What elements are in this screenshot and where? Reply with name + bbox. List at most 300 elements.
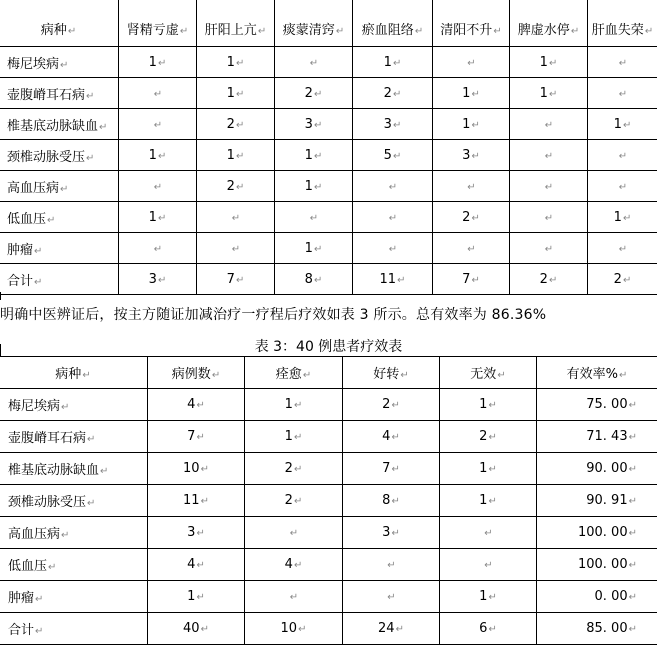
row-label-text: 低血压 <box>7 212 46 227</box>
table-cell <box>353 140 433 171</box>
paragraph-mark-icon: ↵ <box>290 528 298 539</box>
column-header <box>510 0 588 47</box>
paragraph-mark-icon: ↵ <box>196 432 204 443</box>
paragraph-mark-icon: ↵ <box>645 26 653 37</box>
table-cell <box>440 581 537 613</box>
paragraph-mark-icon: ↵ <box>87 498 95 509</box>
row-label <box>0 140 119 171</box>
paragraph-mark-icon: ↵ <box>629 432 637 443</box>
table-row <box>0 485 657 517</box>
column-header-text: 痊愈 <box>276 367 302 382</box>
table-row <box>0 581 657 613</box>
table-cell <box>353 264 433 295</box>
paragraph-mark-icon: ↵ <box>61 530 69 541</box>
table-cell <box>440 613 537 645</box>
table-cell <box>148 453 245 485</box>
table-cell-text: 7 <box>462 272 470 287</box>
paragraph-mark-icon: ↵ <box>389 244 397 255</box>
table-cell <box>148 517 245 549</box>
row-label <box>0 581 148 613</box>
paragraph-mark-icon: ↵ <box>236 120 244 131</box>
table-cell-text: 1 <box>614 210 622 225</box>
column-header <box>0 357 148 389</box>
row-label <box>0 517 148 549</box>
table-cell-text: 1 <box>384 55 392 70</box>
paragraph-mark-icon: ↵ <box>629 624 637 635</box>
paragraph-mark-icon: ↵ <box>471 275 479 286</box>
table-cell-text: 0. 00 <box>595 589 628 604</box>
paragraph-mark-icon: ↵ <box>154 89 162 100</box>
table-cell <box>148 421 245 453</box>
table-cell-text: 2 <box>382 397 390 412</box>
table-cell-text: 2 <box>614 272 622 287</box>
table-cell-text: 1 <box>305 148 313 163</box>
table-cell-text: 1 <box>285 429 293 444</box>
column-header-text: 有效率% <box>567 367 618 382</box>
paragraph-mark-icon: ↵ <box>154 244 162 255</box>
paragraph-mark-icon: ↵ <box>158 151 166 162</box>
paragraph-mark-icon: ↵ <box>391 400 399 411</box>
table-cell <box>275 47 353 78</box>
paragraph-mark-icon: ↵ <box>619 182 627 193</box>
table-cell <box>440 549 537 581</box>
paragraph-mark-icon: ↵ <box>623 275 631 286</box>
paragraph-mark-icon: ↵ <box>34 246 42 257</box>
paragraph-mark-icon: ↵ <box>314 244 322 255</box>
table-cell <box>275 78 353 109</box>
table-row <box>0 140 657 171</box>
column-header <box>433 0 510 47</box>
column-header <box>245 357 343 389</box>
table-cell <box>343 517 440 549</box>
column-header <box>440 357 537 389</box>
page-margin-mark <box>0 292 1 300</box>
table-cell-text: 1 <box>462 117 470 132</box>
row-label-text: 合计 <box>7 274 33 289</box>
paragraph-mark-icon: ↵ <box>571 26 579 37</box>
paragraph-mark-icon: ↵ <box>629 496 637 507</box>
table-cell <box>275 202 353 233</box>
table-cell <box>588 78 657 109</box>
paragraph-mark-icon: ↵ <box>400 370 408 381</box>
paragraph-mark-icon: ↵ <box>619 244 627 255</box>
row-label <box>0 421 148 453</box>
table-cell <box>588 140 657 171</box>
table-cell <box>245 485 343 517</box>
table-cell-text: 4 <box>187 397 195 412</box>
paragraph-mark-icon: ↵ <box>294 432 302 443</box>
paragraph-mark-icon: ↵ <box>471 120 479 131</box>
row-label-text: 壶腹嵴耳石病 <box>8 431 86 446</box>
table-cell-text: 2 <box>384 86 392 101</box>
paragraph-mark-icon: ↵ <box>619 370 627 381</box>
table-cell-text: 2 <box>540 272 548 287</box>
paragraph-mark-icon: ↵ <box>196 560 204 571</box>
paragraph-mark-icon: ↵ <box>467 244 475 255</box>
table-cell-text: 2 <box>285 461 293 476</box>
paragraph-mark-icon: ↵ <box>60 60 68 71</box>
paragraph-mark-icon: ↵ <box>86 153 94 164</box>
paragraph-mark-icon: ↵ <box>201 624 209 635</box>
table-cell-text: 11 <box>183 493 200 508</box>
table-cell <box>197 171 275 202</box>
row-label <box>0 109 119 140</box>
table-cell-text: 1 <box>479 589 487 604</box>
table-cell <box>343 549 440 581</box>
paragraph-mark-icon: ↵ <box>471 89 479 100</box>
paragraph-mark-icon: ↵ <box>158 275 166 286</box>
paragraph-mark-icon: ↵ <box>397 275 405 286</box>
paragraph-mark-icon: ↵ <box>294 400 302 411</box>
column-header <box>343 357 440 389</box>
table-cell-text: 75. 00 <box>586 397 627 412</box>
table-row <box>0 549 657 581</box>
paragraph-mark-icon: ↵ <box>488 592 496 603</box>
paragraph-mark-icon: ↵ <box>391 432 399 443</box>
table-cell-text: 1 <box>479 493 487 508</box>
paragraph-mark-icon: ↵ <box>629 400 637 411</box>
table-cell <box>245 517 343 549</box>
paragraph-mark-icon: ↵ <box>488 464 496 475</box>
table-cell <box>343 581 440 613</box>
paragraph-mark-icon: ↵ <box>158 58 166 69</box>
table-cell <box>343 613 440 645</box>
paragraph-mark-icon: ↵ <box>196 400 204 411</box>
result-paragraph: 明确中医辨证后，按主方随证加减治疗一疗程后疗效如表 3 所示。总有效率为 86.36% <box>0 304 657 324</box>
paragraph-mark-icon: ↵ <box>303 370 311 381</box>
paragraph-mark-icon: ↵ <box>294 560 302 571</box>
paragraph-mark-icon: ↵ <box>314 275 322 286</box>
paragraph-mark-icon: ↵ <box>629 592 637 603</box>
table-cell <box>197 140 275 171</box>
table-cell <box>245 549 343 581</box>
row-label-text: 颈椎动脉受压 <box>7 150 85 165</box>
row-label-text: 梅尼埃病 <box>8 399 60 414</box>
table-cell <box>353 47 433 78</box>
table-cell <box>148 549 245 581</box>
paragraph-mark-icon: ↵ <box>35 594 43 605</box>
row-label-text: 梅尼埃病 <box>7 57 59 72</box>
table-cell <box>245 613 343 645</box>
column-header <box>197 0 275 47</box>
table-cell <box>537 581 657 613</box>
row-label <box>0 453 148 485</box>
row-label <box>0 47 119 78</box>
table-cell <box>353 109 433 140</box>
table-cell <box>510 264 588 295</box>
paragraph-mark-icon: ↵ <box>488 496 496 507</box>
paragraph-mark-icon: ↵ <box>488 624 496 635</box>
paragraph-mark-icon: ↵ <box>48 562 56 573</box>
column-header <box>275 0 353 47</box>
paragraph-mark-icon: ↵ <box>471 213 479 224</box>
paragraph-mark-icon: ↵ <box>619 58 627 69</box>
column-header-text: 脾虚水停 <box>518 23 570 38</box>
paragraph-mark-icon: ↵ <box>68 26 76 37</box>
table-cell-text: 1 <box>540 55 548 70</box>
table-cell-text: 4 <box>187 557 195 572</box>
row-label-text: 肿瘤 <box>8 591 34 606</box>
paragraph-mark-icon: ↵ <box>336 26 344 37</box>
paragraph-mark-icon: ↵ <box>314 120 322 131</box>
table-cell <box>537 485 657 517</box>
table-cell <box>275 140 353 171</box>
paragraph-mark-icon: ↵ <box>387 592 395 603</box>
paragraph-mark-icon: ↵ <box>258 26 266 37</box>
paragraph-mark-icon: ↵ <box>396 624 404 635</box>
column-header-text: 瘀血阻络 <box>362 23 414 38</box>
paragraph-mark-icon: ↵ <box>100 466 108 477</box>
paragraph-mark-icon: ↵ <box>549 275 557 286</box>
table-cell-text: 1 <box>479 461 487 476</box>
table-cell <box>197 233 275 264</box>
row-label-text: 高血压病 <box>8 527 60 542</box>
paragraph-mark-icon: ↵ <box>545 244 553 255</box>
table-cell <box>433 109 510 140</box>
column-header <box>119 0 197 47</box>
table-cell-text: 4 <box>285 557 293 572</box>
table-cell <box>433 264 510 295</box>
paragraph-mark-icon: ↵ <box>236 275 244 286</box>
table-cell <box>148 581 245 613</box>
syndrome-distribution-table <box>0 0 657 295</box>
paragraph-mark-icon: ↵ <box>236 151 244 162</box>
efficacy-table <box>0 356 657 645</box>
paragraph-mark-icon: ↵ <box>34 277 42 288</box>
paragraph-mark-icon: ↵ <box>290 592 298 603</box>
table-cell <box>433 140 510 171</box>
column-header <box>588 0 657 47</box>
paragraph-mark-icon: ↵ <box>393 58 401 69</box>
table-cell-text: 1 <box>305 241 313 256</box>
paragraph-mark-icon: ↵ <box>389 213 397 224</box>
table-cell <box>433 202 510 233</box>
paragraph-mark-icon: ↵ <box>294 496 302 507</box>
column-header-text: 病例数 <box>172 367 211 382</box>
table-cell-text: 1 <box>614 117 622 132</box>
table-cell-text: 90. 00 <box>586 461 627 476</box>
row-label <box>0 264 119 295</box>
paragraph-mark-icon: ↵ <box>467 58 475 69</box>
table-cell <box>433 233 510 264</box>
paragraph-mark-icon: ↵ <box>298 624 306 635</box>
table-cell-text: 2 <box>462 210 470 225</box>
table-cell <box>197 78 275 109</box>
paragraph-mark-icon: ↵ <box>623 120 631 131</box>
row-label <box>0 78 119 109</box>
table-cell <box>588 264 657 295</box>
table-cell <box>510 140 588 171</box>
paragraph-mark-icon: ↵ <box>629 528 637 539</box>
table-cell <box>119 264 197 295</box>
table-cell <box>119 109 197 140</box>
table-cell <box>245 421 343 453</box>
paragraph-mark-icon: ↵ <box>196 592 204 603</box>
table-cell <box>440 389 537 421</box>
column-header-text: 肝阳上亢 <box>205 23 257 38</box>
paragraph-mark-icon: ↵ <box>484 560 492 571</box>
paragraph-mark-icon: ↵ <box>619 151 627 162</box>
table-cell <box>440 421 537 453</box>
paragraph-mark-icon: ↵ <box>99 122 107 133</box>
table-cell-text: 40 <box>183 621 200 636</box>
table-cell <box>440 485 537 517</box>
row-label-text: 合计 <box>8 623 34 638</box>
paragraph-mark-icon: ↵ <box>232 244 240 255</box>
table-cell <box>537 421 657 453</box>
table-row <box>0 78 657 109</box>
paragraph-mark-icon: ↵ <box>294 464 302 475</box>
paragraph-mark-icon: ↵ <box>545 213 553 224</box>
table-cell <box>537 613 657 645</box>
paragraph-mark-icon: ↵ <box>154 182 162 193</box>
table3-caption: 表 3：40 例患者疗效表 <box>0 336 657 356</box>
paragraph-mark-icon: ↵ <box>158 213 166 224</box>
table-cell <box>353 171 433 202</box>
table-cell-text: 5 <box>384 148 392 163</box>
table-cell <box>353 202 433 233</box>
paragraph-mark-icon: ↵ <box>467 182 475 193</box>
table-cell <box>433 78 510 109</box>
paragraph-mark-icon: ↵ <box>391 464 399 475</box>
paragraph-mark-icon: ↵ <box>393 151 401 162</box>
row-label <box>0 389 148 421</box>
paragraph-mark-icon: ↵ <box>549 89 557 100</box>
column-header-text: 肾精亏虚 <box>127 23 179 38</box>
paragraph-mark-icon: ↵ <box>484 528 492 539</box>
paragraph-mark-icon: ↵ <box>196 528 204 539</box>
table-cell-text: 1 <box>187 589 195 604</box>
table-cell-text: 1 <box>540 86 548 101</box>
paragraph-mark-icon: ↵ <box>314 151 322 162</box>
table-cell-text: 8 <box>382 493 390 508</box>
paragraph-mark-icon: ↵ <box>314 182 322 193</box>
table-cell-text: 100. 00 <box>578 525 628 540</box>
table-cell <box>588 202 657 233</box>
paragraph-mark-icon: ↵ <box>201 496 209 507</box>
header-row <box>0 0 657 47</box>
table-row <box>0 202 657 233</box>
table-cell-text: 10 <box>281 621 298 636</box>
table-cell-text: 11 <box>380 272 397 287</box>
paragraph-mark-icon: ↵ <box>236 89 244 100</box>
table-cell <box>537 389 657 421</box>
table-cell <box>588 171 657 202</box>
table-row <box>0 109 657 140</box>
table-cell <box>197 264 275 295</box>
column-header-text: 好转 <box>373 367 399 382</box>
table-cell-text: 4 <box>382 429 390 444</box>
row-label <box>0 233 119 264</box>
paragraph-mark-icon: ↵ <box>232 213 240 224</box>
table-cell <box>245 453 343 485</box>
table-cell <box>588 109 657 140</box>
table-cell <box>510 233 588 264</box>
table-row <box>0 264 657 295</box>
paragraph-mark-icon: ↵ <box>393 89 401 100</box>
table-cell-text: 1 <box>462 86 470 101</box>
table-cell <box>343 453 440 485</box>
table-cell <box>510 78 588 109</box>
paragraph-mark-icon: ↵ <box>619 89 627 100</box>
table-cell-text: 100. 00 <box>578 557 628 572</box>
row-label-text: 肿瘤 <box>7 243 33 258</box>
table-cell-text: 3 <box>149 272 157 287</box>
column-header-text: 病种 <box>55 367 81 382</box>
row-label-text: 壶腹嵴耳石病 <box>7 88 85 103</box>
paragraph-mark-icon: ↵ <box>212 370 220 381</box>
table-cell <box>343 485 440 517</box>
paragraph-mark-icon: ↵ <box>488 432 496 443</box>
paragraph-mark-icon: ↵ <box>180 26 188 37</box>
table-cell <box>197 47 275 78</box>
table-cell-text: 2 <box>227 179 235 194</box>
paragraph-mark-icon: ↵ <box>60 184 68 195</box>
column-header <box>537 357 657 389</box>
table-cell-text: 24 <box>378 621 395 636</box>
table-cell <box>197 109 275 140</box>
paragraph-mark-icon: ↵ <box>497 370 505 381</box>
table-row <box>0 233 657 264</box>
table-cell <box>275 233 353 264</box>
row-label-text: 低血压 <box>8 559 47 574</box>
table-cell <box>119 78 197 109</box>
column-header-text: 无效 <box>470 367 496 382</box>
paragraph-mark-icon: ↵ <box>86 91 94 102</box>
table-cell <box>588 47 657 78</box>
table-cell <box>588 233 657 264</box>
column-header-text: 肝血失荣 <box>592 23 644 38</box>
paragraph-mark-icon: ↵ <box>310 213 318 224</box>
paragraph-mark-icon: ↵ <box>493 26 501 37</box>
table-cell-text: 1 <box>305 179 313 194</box>
table-cell-text: 2 <box>285 493 293 508</box>
table-cell <box>119 233 197 264</box>
paragraph-mark-icon: ↵ <box>387 560 395 571</box>
table-cell <box>433 171 510 202</box>
table-cell <box>510 47 588 78</box>
table-cell-text: 2 <box>227 117 235 132</box>
table-cell-text: 7 <box>187 429 195 444</box>
table-cell-text: 1 <box>149 148 157 163</box>
table-cell <box>440 517 537 549</box>
paragraph-mark-icon: ↵ <box>87 434 95 445</box>
paragraph-mark-icon: ↵ <box>201 464 209 475</box>
header-row <box>0 357 657 389</box>
table-cell-text: 1 <box>285 397 293 412</box>
paragraph-mark-icon: ↵ <box>545 151 553 162</box>
table-cell <box>353 233 433 264</box>
row-label-text: 颈椎动脉受压 <box>8 495 86 510</box>
table-row <box>0 453 657 485</box>
table-cell <box>510 109 588 140</box>
table-cell <box>245 581 343 613</box>
paragraph-mark-icon: ↵ <box>415 26 423 37</box>
column-header-text: 清阳不升 <box>440 23 492 38</box>
table-cell-text: 7 <box>227 272 235 287</box>
table-cell-text: 1 <box>227 86 235 101</box>
table-cell-text: 1 <box>227 55 235 70</box>
paragraph-mark-icon: ↵ <box>391 496 399 507</box>
table-cell <box>433 47 510 78</box>
table-cell-text: 8 <box>305 272 313 287</box>
column-header-text: 病种 <box>41 23 67 38</box>
table-cell <box>343 389 440 421</box>
paragraph-mark-icon: ↵ <box>391 528 399 539</box>
table-row <box>0 613 657 645</box>
paragraph-mark-icon: ↵ <box>47 215 55 226</box>
table-cell <box>275 264 353 295</box>
